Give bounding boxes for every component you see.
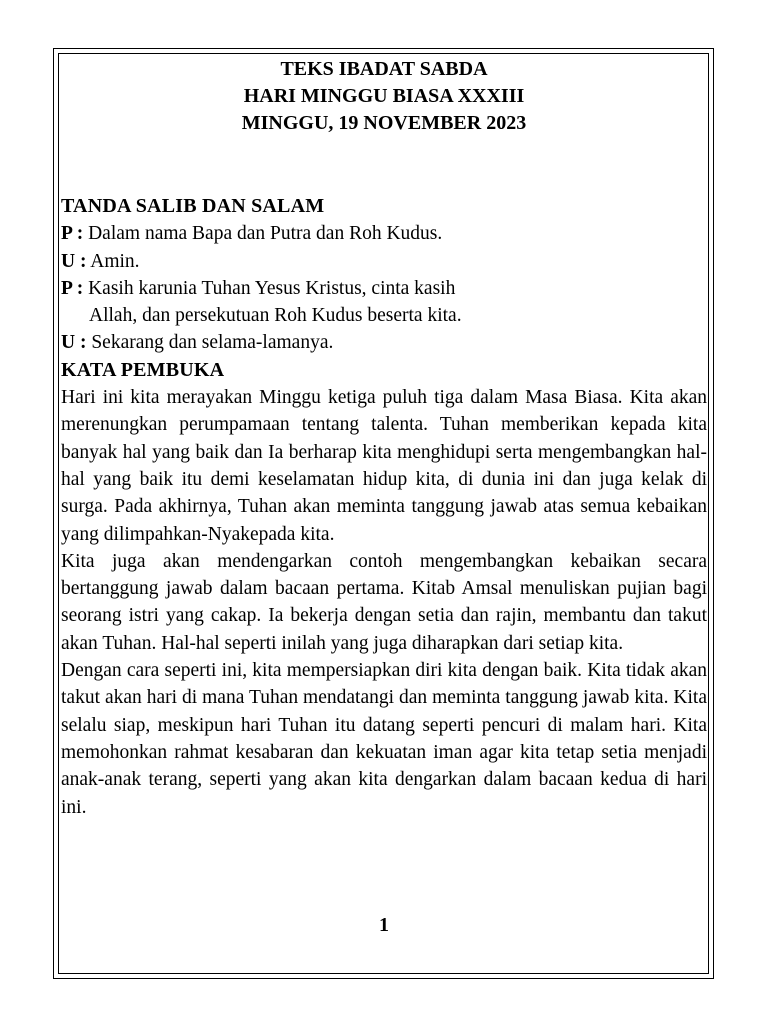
dialogue-text: Kasih karunia Tuhan Yesus Kristus, cinta kasih bbox=[83, 277, 456, 299]
document-title: TEKS IBADAT SABDA bbox=[280, 58, 488, 80]
dialogue-text: Sekarang dan selama-lamanya. bbox=[86, 332, 334, 354]
dialogue-text: Amin. bbox=[86, 250, 140, 272]
dialogue-line bbox=[61, 275, 707, 302]
paragraph: Kita juga akan mendengarkan contoh mengembangkan kebaikan secara bertanggung jawab dalam bacaan pertama. Kitab Amsal menuliskan pujian bagi seorang istri yang cakap. Ia bekerja dengan setia dan rajin, membantu dan takut akan Tuhan. Hal-hal seperti inilah yang juga diharapkan dari setiap kita. bbox=[61, 550, 707, 654]
role-label: U : bbox=[61, 332, 87, 354]
dialogue-line bbox=[61, 248, 707, 275]
dialogue-text: Allah, dan persekutuan Roh Kudus beserta kita. bbox=[89, 305, 462, 327]
paragraph: Hari ini kita merayakan Minggu ketiga puluh tiga dalam Masa Biasa. Kita akan merenungkan perumpamaan tentang talenta. Tuhan memberikan kepada kita banyak hal yang baik dan Ia berharap kita menghidupi serta mengembangkan hal-hal yang baik itu demi keselamatan hidup kita, di dunia ini dan juga kelak di surga. Pada akhirnya, Tuhan akan meminta tanggung jawab atas semua kebaikan yang dilimpahkan-Nyakepada kita. bbox=[61, 387, 707, 545]
role-label: P : bbox=[61, 277, 84, 299]
document-body bbox=[61, 56, 707, 821]
document-subtitle: HARI MINGGU BIASA XXXIII bbox=[243, 85, 525, 107]
document-date: MINGGU, 19 NOVEMBER 2023 bbox=[241, 112, 527, 134]
dialogue-line bbox=[61, 220, 707, 247]
page-number: 1 bbox=[379, 914, 389, 936]
role-label: P : bbox=[61, 223, 84, 245]
dialogue-line bbox=[61, 329, 707, 356]
section-title-salam: TANDA SALIB DAN SALAM bbox=[61, 195, 325, 217]
dialogue-text: Dalam nama Bapa dan Putra dan Roh Kudus. bbox=[83, 223, 443, 245]
section-title-pembuka: KATA PEMBUKA bbox=[61, 358, 225, 381]
dialogue-line-continuation bbox=[61, 302, 707, 329]
paragraph: Dengan cara seperti ini, kita mempersiapkan diri kita dengan baik. Kita tidak akan takut akan hari di mana Tuhan mendatangi dan meminta tanggung jawab kita. Kita selalu siap, meskipun hari Tuhan itu datang seperti pencuri di malam hari. Kita memohonkan rahmat kesabaran dan kekuatan iman agar kita tetap setia menjadi anak-anak terang, seperti yang akan kita dengarkan dalam bacaan kedua di hari ini. bbox=[61, 660, 707, 818]
role-label: U : bbox=[61, 250, 87, 272]
header-spacer bbox=[61, 137, 707, 193]
